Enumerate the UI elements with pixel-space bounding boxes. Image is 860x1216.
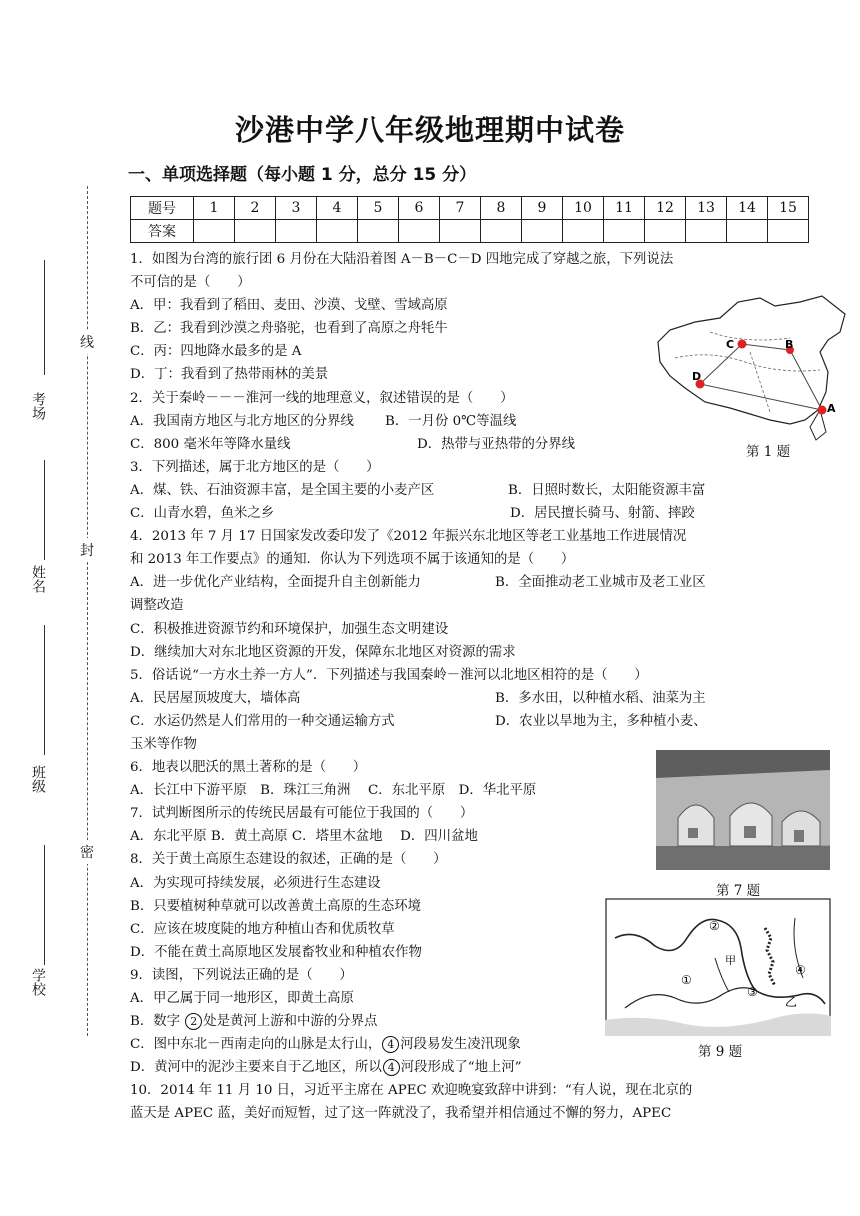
question-9-option-a: A．甲乙属于同一地形区，即黄土高原 — [130, 991, 354, 1006]
question-9-stem: 9．读图，下列说法正确的是（ ） — [130, 967, 353, 983]
question-5-option-b: B．多水田，以种植水稻、油菜为主 — [495, 690, 706, 706]
point-a — [818, 406, 827, 415]
question-3-stem: 3．下列描述，属于北方地区的是（ ） — [130, 459, 380, 475]
seal-dashed-line — [87, 186, 88, 1036]
question-6-stem: 6．地表以肥沃的黑土著称的是（ ） — [130, 760, 367, 776]
question-10-stem: 10．2014 年 11 月 10 日，习近平主席在 APEC 欢迎晚宴致辞中讲到：“有人说，现在北京的 — [130, 1083, 693, 1099]
answer-table — [130, 196, 809, 243]
question-4-stem: 4．2013 年 7 月 17 日国家发改委印发了《2012 年振兴东北地区等老工业基地工作进展情况 — [130, 529, 687, 545]
seal-char-seal: 封 — [80, 538, 94, 562]
region-boundary — [675, 355, 820, 371]
question-1-option-c: C．丙：四地降水最多的是 A — [130, 344, 302, 360]
label-a: A — [827, 402, 836, 415]
question-3-options-cd — [130, 502, 735, 525]
question-4-option-a: A．进一步优化产业结构，全面提升自主创新能力 — [130, 575, 421, 591]
question-2-option-c: C．800 毫米年等降水量线 — [130, 436, 291, 452]
name-label: 姓名 — [30, 565, 46, 593]
question-5-options-ab — [130, 687, 735, 710]
question-9-option-d-text: 河段形成了“地上河” — [400, 1060, 522, 1076]
question-number: 7 — [440, 197, 481, 220]
label-c: C — [726, 338, 735, 351]
answer-cell[interactable] — [563, 220, 604, 243]
question-number: 9 — [522, 197, 563, 220]
question-8-option-b: B．只要植树种草就可以改善黄土高原的生态环境 — [130, 898, 422, 914]
question-9-option-b-text: B．数字 — [130, 1014, 181, 1030]
answer-cell[interactable] — [686, 220, 727, 243]
question-3-options-ab — [130, 479, 735, 502]
question-number: 12 — [645, 197, 686, 220]
question-9-option-d — [130, 1056, 735, 1079]
question-number: 2 — [235, 197, 276, 220]
question-number: 3 — [276, 197, 317, 220]
china-route-map — [650, 292, 850, 442]
question-2-stem: 2．关于秦岭－－－淮河一线的地理意义，叙述错误的是（ ） — [130, 390, 514, 406]
question-6-options: A．长江中下游平原 B．珠江三角洲 C．东北平原 D．华北平原 — [130, 783, 537, 799]
question-3-option-c: C．山青水碧，鱼米之乡 — [130, 506, 275, 522]
question-3-option-a: A．煤、铁、石油资源丰富，是全国主要的小麦产区 — [130, 482, 435, 498]
answer-cell[interactable] — [604, 220, 645, 243]
label-circle-2: ② — [709, 919, 720, 933]
seal-char-line: 线 — [80, 330, 94, 354]
question-9-option-c-text: 河段易发生凌汛现象 — [400, 1037, 521, 1053]
question-4-option-b-cont: 调整改造 — [130, 598, 184, 614]
question-1-option-a: A．甲：我看到了稻田、麦田、沙漠、戈壁、雪域高原 — [130, 298, 448, 314]
answer-cell[interactable] — [645, 220, 686, 243]
question-number: 8 — [481, 197, 522, 220]
question-2-options-ab — [130, 410, 735, 433]
answer-cell[interactable] — [481, 220, 522, 243]
question-2-options-cd — [130, 433, 735, 456]
region-boundary — [710, 332, 790, 340]
question-5-option-c: C．水运仍然是人们常用的一种交通运输方式 — [130, 713, 395, 729]
label-circle-3: ③ — [747, 985, 758, 999]
answer-cell[interactable] — [399, 220, 440, 243]
question-8-option-d: D．不能在黄土高原地区发展畜牧业和种植农作物 — [130, 944, 422, 960]
cave-window — [688, 828, 698, 838]
question-9-option-c-text: C．图中东北－西南走向的山脉是太行山， — [130, 1037, 382, 1053]
question-9-option-b-text: 处是黄河上游和中游的分界点 — [203, 1014, 378, 1030]
question-1-option-d: D．丁：我看到了热带雨林的美景 — [130, 367, 329, 383]
question-5-options-cd — [130, 710, 735, 733]
question-8-option-a: A．为实现可持续发展，必须进行生态建设 — [130, 875, 381, 891]
figure-7-caption: 第 7 题 — [716, 883, 761, 899]
binding-margin — [0, 0, 120, 1216]
question-number: 5 — [358, 197, 399, 220]
question-1-option-b: B．乙：我看到沙漠之舟骆驼，也看到了高原之舟牦牛 — [130, 321, 448, 337]
question-10-stem-cont: 蓝天是 APEC 蓝，美好而短暂，过了这一阵就没了，我希望并相信通过不懈的努力，APEC — [130, 1106, 672, 1122]
china-outline — [658, 296, 845, 424]
circled-number: 4 — [382, 1036, 399, 1053]
label-d: D — [692, 370, 702, 383]
question-4-options-ab — [130, 571, 735, 594]
cave-door — [730, 803, 772, 846]
answer-table-answer-row — [131, 220, 809, 243]
answer-cell[interactable] — [194, 220, 235, 243]
question-5-option-d: D．农业以旱地为主，多种植小麦、 — [495, 713, 707, 729]
school-line — [44, 845, 45, 965]
question-5-option-a: A．民居屋顶坡度大，墙体高 — [130, 690, 301, 706]
answer-cell[interactable] — [235, 220, 276, 243]
answer-table-number-row — [131, 197, 809, 220]
question-number: 13 — [686, 197, 727, 220]
question-5-option-d-cont: 玉米等作物 — [130, 736, 197, 752]
question-5-stem: 5．俗话说“一方水土养一方人”．下列描述与我国秦岭－淮河以北地区相符的是（ ） — [130, 667, 648, 683]
question-4-option-c: C．积极推进资源节约和环境保护，加强生态文明建设 — [130, 621, 449, 637]
cave-window — [744, 826, 756, 838]
question-1-stem-cont: 不可信的是（ ） — [130, 275, 251, 291]
question-number: 10 — [563, 197, 604, 220]
answer-cell[interactable] — [727, 220, 768, 243]
question-3-option-b: B．日照时数长，太阳能资源丰富 — [508, 482, 706, 498]
answer-cell[interactable] — [276, 220, 317, 243]
class-label: 班级 — [30, 765, 46, 793]
travel-route — [700, 344, 822, 410]
circled-number: 2 — [185, 1013, 202, 1030]
row-header: 题号 — [131, 197, 194, 220]
question-number: 1 — [194, 197, 235, 220]
cave-dwelling-photo — [656, 750, 830, 870]
question-number: 11 — [604, 197, 645, 220]
yellow-river-map — [605, 898, 831, 1036]
courtyard-ground — [656, 846, 830, 870]
question-number: 6 — [399, 197, 440, 220]
exam-room-line — [44, 260, 45, 375]
question-2-option-b: B．一月份 0℃等温线 — [385, 413, 517, 429]
question-7-stem: 7．试判断图所示的传统民居最有可能位于我国的（ ） — [130, 806, 474, 822]
question-4-option-b: B．全面推动老工业城市及老工业区 — [495, 575, 706, 591]
cave-door — [678, 805, 714, 846]
seal-char-secret: 密 — [80, 840, 94, 864]
circled-number: 4 — [383, 1059, 400, 1076]
answer-cell[interactable] — [522, 220, 563, 243]
answer-cell[interactable] — [317, 220, 358, 243]
region-boundary — [750, 352, 770, 412]
label-circle-1: ① — [681, 973, 692, 987]
question-4-stem-cont: 和 2013 年工作要点》的通知．你认为下列选项不属于该通知的是（ ） — [130, 552, 575, 568]
exam-title: 沙港中学八年级地理期中试卷 — [234, 113, 625, 147]
name-line — [44, 460, 45, 560]
figure-1-caption: 第 1 题 — [746, 444, 791, 460]
question-8-stem: 8．关于黄土高原生态建设的叙述，正确的是（ ） — [130, 852, 447, 868]
question-1-stem: 1．如图为台湾的旅行团 6 月份在大陆沿着图 A－B－C－D 四地完成了穿越之旅，下列说法 — [130, 252, 674, 267]
exam-room-label: 考场 — [30, 392, 46, 420]
question-7-options: A．东北平原 B．黄土高原 C．塔里木盆地 D．四川盆地 — [130, 829, 478, 845]
section-heading: 一、单项选择题（每小题 1 分，总分 15 分） — [128, 165, 477, 185]
cave-window — [794, 830, 804, 842]
school-label: 学校 — [30, 968, 46, 996]
answer-cell[interactable] — [440, 220, 481, 243]
question-2-option-a: A．我国南方地区与北方地区的分界线 — [130, 413, 354, 429]
class-line — [44, 625, 45, 755]
question-number: 4 — [317, 197, 358, 220]
label-jia: 甲 — [725, 954, 736, 967]
question-8-option-c: C．应该在坡度陡的地方种植山杏和优质牧草 — [130, 921, 395, 937]
answer-cell[interactable] — [358, 220, 399, 243]
question-2-option-d: D．热带与亚热带的分界线 — [417, 436, 576, 452]
question-3-option-d: D．居民擅长骑马、射箭、摔跤 — [510, 506, 695, 522]
label-b: B — [785, 338, 794, 351]
point-c — [738, 340, 747, 349]
question-9-option-d-text: D．黄河中的泥沙主要来自于乙地区，所以 — [130, 1060, 382, 1076]
label-yi: 乙 — [785, 995, 798, 1009]
figure-9-caption: 第 9 题 — [698, 1044, 743, 1060]
question-4-option-d: D．继续加大对东北地区资源的开发，保障东北地区对资源的需求 — [130, 644, 516, 660]
answer-cell[interactable] — [768, 220, 809, 243]
answer-header: 答案 — [131, 220, 194, 243]
question-number: 14 — [727, 197, 768, 220]
label-circle-4: ④ — [795, 963, 806, 977]
question-9-option-c — [130, 1033, 735, 1056]
question-number: 15 — [768, 197, 809, 220]
